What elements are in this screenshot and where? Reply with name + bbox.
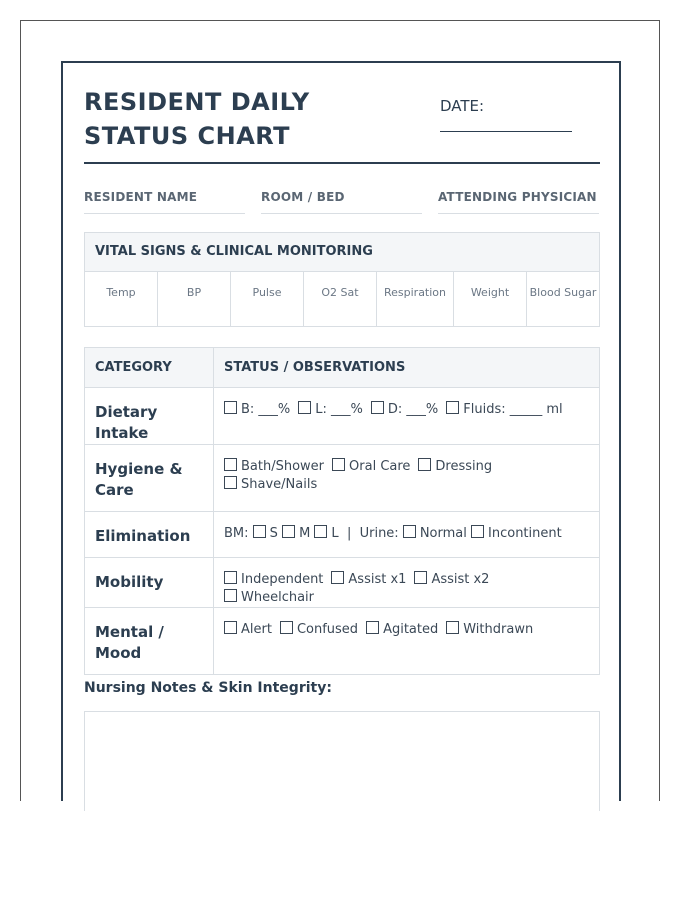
category-dietary: Dietary Intake bbox=[85, 388, 214, 445]
urine-label: Urine: bbox=[359, 526, 399, 541]
checkbox[interactable] bbox=[366, 621, 379, 634]
vital-pulse[interactable]: Pulse bbox=[231, 272, 304, 327]
urine-normal-label: Normal bbox=[419, 526, 467, 541]
option-lunch[interactable] bbox=[298, 402, 363, 417]
category-mobility: Mobility bbox=[85, 558, 214, 608]
urine-incontinent-label: Incontinent bbox=[488, 526, 562, 541]
bm-m-label: M bbox=[299, 526, 311, 541]
notes-textarea[interactable] bbox=[84, 711, 600, 811]
category-hygiene: Hygiene & Care bbox=[85, 445, 214, 512]
vitals-section bbox=[84, 232, 600, 327]
table-row-dietary bbox=[85, 388, 600, 445]
table-row-elimination bbox=[85, 512, 600, 558]
room-bed-field[interactable] bbox=[261, 187, 422, 214]
vitals-cells bbox=[85, 272, 599, 327]
option-dressing[interactable] bbox=[418, 459, 492, 474]
option-alert[interactable] bbox=[224, 622, 272, 637]
option-wheelchair[interactable] bbox=[224, 590, 314, 605]
option-agitated[interactable] bbox=[366, 622, 438, 637]
option-label: Fluids: _____ ml bbox=[463, 402, 563, 417]
table-row-mental bbox=[85, 608, 600, 675]
option-label: Shave/Nails bbox=[241, 477, 318, 492]
checkbox[interactable] bbox=[446, 401, 459, 414]
option-label: Oral Care bbox=[349, 459, 411, 474]
option-label: L: ___% bbox=[315, 402, 363, 417]
option-oral-care[interactable] bbox=[332, 459, 410, 474]
table-row-hygiene bbox=[85, 445, 600, 512]
table-row-mobility bbox=[85, 558, 600, 608]
bm-l-label: L bbox=[331, 526, 339, 541]
date-label: DATE: bbox=[440, 97, 485, 115]
option-bath[interactable] bbox=[224, 459, 324, 474]
care-table bbox=[84, 347, 600, 675]
checkbox-urine-incontinent[interactable] bbox=[471, 525, 484, 538]
category-header: CATEGORY bbox=[85, 348, 214, 388]
checkbox[interactable] bbox=[224, 589, 237, 602]
checkbox[interactable] bbox=[224, 621, 237, 634]
option-label: B: ___% bbox=[241, 402, 291, 417]
vital-temp[interactable]: Temp bbox=[85, 272, 158, 327]
date-blank-line[interactable] bbox=[440, 131, 572, 132]
option-label: Wheelchair bbox=[241, 590, 315, 605]
option-label: D: ___% bbox=[387, 402, 439, 417]
checkbox[interactable] bbox=[371, 401, 384, 414]
vital-bp[interactable]: BP bbox=[158, 272, 231, 327]
option-label: Alert bbox=[241, 622, 272, 637]
option-label: Agitated bbox=[383, 622, 439, 637]
option-independent[interactable] bbox=[224, 572, 323, 587]
vital-o2-sat[interactable]: O2 Sat bbox=[304, 272, 377, 327]
checkbox-bm-s[interactable] bbox=[253, 525, 266, 538]
option-label: Confused bbox=[296, 622, 359, 637]
checkbox[interactable] bbox=[280, 621, 293, 634]
option-shave-nails[interactable] bbox=[224, 477, 317, 492]
notes-label: Nursing Notes & Skin Integrity: bbox=[84, 680, 332, 696]
checkbox-bm-m[interactable] bbox=[282, 525, 295, 538]
care-table-header bbox=[85, 348, 600, 388]
room-bed-label: ROOM / BED bbox=[261, 190, 345, 204]
obs-mobility bbox=[214, 558, 600, 608]
option-fluids[interactable] bbox=[446, 402, 562, 417]
option-label: Assist x1 bbox=[348, 572, 407, 587]
checkbox[interactable] bbox=[224, 571, 237, 584]
checkbox[interactable] bbox=[446, 621, 459, 634]
checkbox[interactable] bbox=[298, 401, 311, 414]
status-header: STATUS / OBSERVATIONS bbox=[214, 348, 600, 388]
checkbox[interactable] bbox=[332, 458, 345, 471]
category-elimination: Elimination bbox=[85, 512, 214, 558]
option-label: Withdrawn bbox=[463, 622, 534, 637]
chart-title: RESIDENT DAILY STATUS CHART bbox=[84, 88, 310, 150]
physician-label: ATTENDING PHYSICIAN bbox=[438, 190, 597, 204]
physician-field[interactable] bbox=[438, 187, 599, 214]
option-assist-x1[interactable] bbox=[331, 572, 406, 587]
vital-blood-sugar[interactable]: Blood Sugar bbox=[529, 286, 597, 299]
obs-dietary bbox=[214, 388, 600, 445]
obs-mental bbox=[214, 608, 600, 675]
option-label: Independent bbox=[241, 572, 324, 587]
vital-respiration[interactable]: Respiration bbox=[377, 272, 454, 327]
category-mental: Mental / Mood bbox=[85, 608, 214, 675]
option-confused[interactable] bbox=[280, 622, 358, 637]
checkbox[interactable] bbox=[331, 571, 344, 584]
resident-name-label: RESIDENT NAME bbox=[84, 190, 198, 204]
status-chart-sheet bbox=[61, 61, 621, 801]
vitals-heading: VITAL SIGNS & CLINICAL MONITORING bbox=[85, 233, 599, 272]
checkbox[interactable] bbox=[224, 401, 237, 414]
option-withdrawn[interactable] bbox=[446, 622, 533, 637]
obs-hygiene bbox=[214, 445, 600, 512]
separator: | bbox=[346, 526, 352, 541]
checkbox-bm-l[interactable] bbox=[314, 525, 327, 538]
option-dinner[interactable] bbox=[371, 402, 438, 417]
option-label: Assist x2 bbox=[431, 572, 490, 587]
obs-elimination bbox=[214, 512, 600, 558]
checkbox[interactable] bbox=[224, 476, 237, 489]
bm-s-label: S bbox=[269, 526, 278, 541]
option-label: Dressing bbox=[435, 459, 493, 474]
option-breakfast[interactable] bbox=[224, 402, 290, 417]
checkbox[interactable] bbox=[418, 458, 431, 471]
vital-weight[interactable]: Weight bbox=[454, 272, 527, 327]
sheet-content bbox=[84, 85, 600, 696]
bm-label: BM: bbox=[224, 526, 249, 541]
resident-name-field[interactable] bbox=[84, 187, 245, 214]
chart-header bbox=[84, 85, 600, 164]
checkbox[interactable] bbox=[414, 571, 427, 584]
checkbox[interactable] bbox=[224, 458, 237, 471]
option-assist-x2[interactable] bbox=[414, 572, 489, 587]
checkbox-urine-normal[interactable] bbox=[403, 525, 416, 538]
date-field[interactable] bbox=[440, 97, 600, 132]
resident-info-row bbox=[84, 164, 600, 214]
option-label: Bath/Shower bbox=[241, 459, 325, 474]
